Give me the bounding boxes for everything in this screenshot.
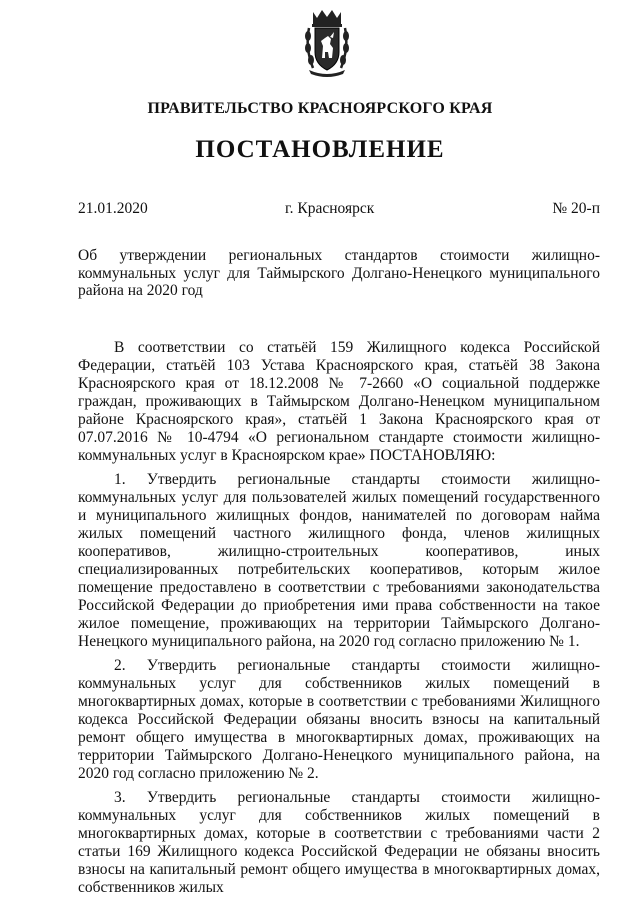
clause-2-paragraph: 2. Утвердить региональные стандарты стоимости жилищно-коммунальных услуг для собственников жилых помещений в многоквартирных домах, которые в соответствии с требованиями Жилищного кодекса Российской Федерации обязаны вносить взносы на капитальный ремонт общего имущества в многоквартирных домах, проживающих на территории Таймырского Долгано-Ненецкого муниципального района, на 2020 год согласно приложению № 2. [78, 657, 600, 782]
document-type-heading: ПОСТАНОВЛЕНИЕ [195, 136, 445, 163]
clause-1-paragraph: 1. Утвердить региональные стандарты стоимости жилищно-коммунальных услуг для пользователей жилых помещений государственного и муниципального жилищных фондов, нанимателей по договорам найма жилых помещений частного жилищного фонда, членов жилищных кооперативов, жилищно-строительных кооперативов, иных специализированных потребительских кооперативов, которым жилое помещение предоставлено в соответствии с требованиями законодательства Российской Федерации до приобретения ими права собственности на такое жилое помещение, проживающих на территории Таймырского Долгано-Ненецкого муниципального района, на 2020 год согласно приложению № 1. [78, 471, 600, 650]
document-date: 21.01.2020 [78, 200, 148, 217]
preamble-paragraph: В соответствии со статьёй 159 Жилищного кодекса Российской Федерации, статьёй 103 Устава Красноярского края, статьёй 38 Закона Красноярского края от 18.12.2008 № 7-2660 «О социальной поддержке граждан, проживающих в Таймырском Долгано-Ненецком муниципальном районе Красноярского края», статьёй 1 Закона Красноярского края от 07.07.2016 № 10-4794 «О региональном стандарте стоимости жилищно-коммунальных услуг в Красноярском крае» ПОСТАНОВЛЯЮ: [78, 339, 600, 464]
document-body [78, 339, 600, 897]
krasnoyarsk-coat-of-arms-icon [303, 8, 351, 80]
document-subject: Об утверждении региональных стандартов стоимости жилищно-коммунальных услуг для Таймырского Долгано-Ненецкого муниципального района на 2020 год [78, 247, 600, 299]
government-title: ПРАВИТЕЛЬСТВО КРАСНОЯРСКОГО КРАЯ [147, 100, 493, 117]
document-city: г. Красноярск [285, 200, 375, 217]
clause-3-paragraph: 3. Утвердить региональные стандарты стоимости жилищно-коммунальных услуг для собственников жилых помещений в многоквартирных домах, которые в соответствии с требованиями части 2 статьи 169 Жилищного кодекса Российской Федерации не обязаны вносить взносы на капитальный ремонт общего имущества в многоквартирных домах, собственников жилых [78, 789, 600, 896]
document-number: № 20-п [552, 200, 600, 217]
